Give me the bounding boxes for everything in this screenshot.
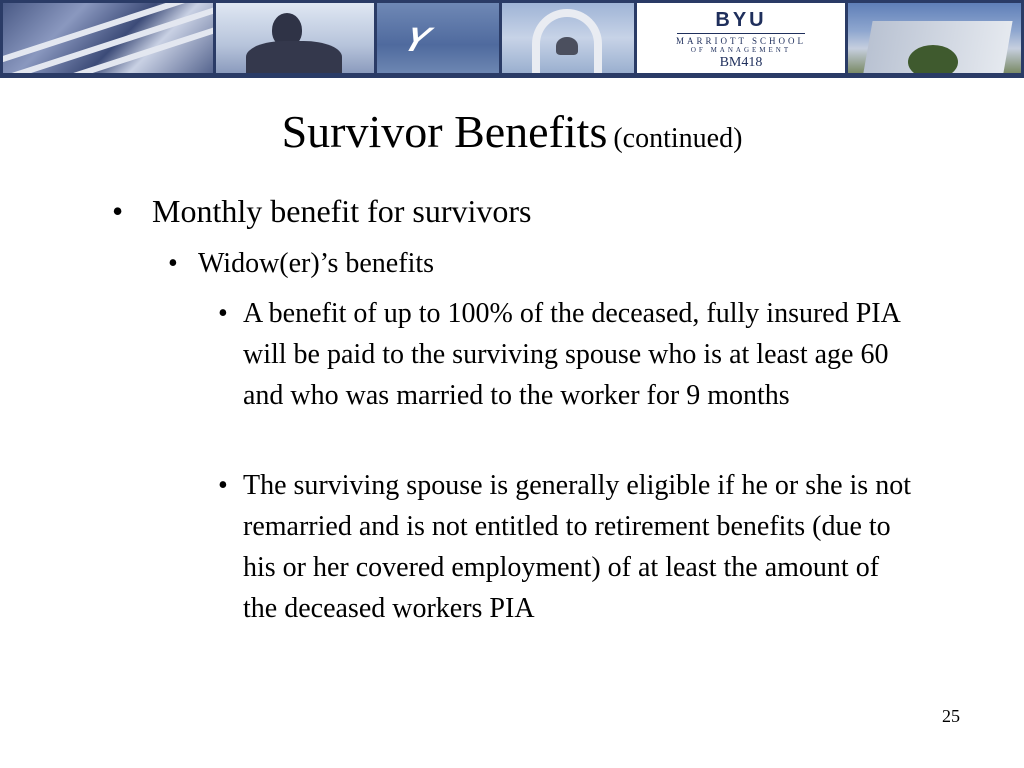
banner-photo-building <box>848 3 1021 73</box>
logo-school-line-2: OF MANAGEMENT <box>690 46 792 54</box>
bullet-text: Widow(er)’s benefits <box>198 248 435 279</box>
banner-photo-statue <box>216 3 374 73</box>
bell-icon <box>556 37 578 55</box>
header-banner <box>0 0 1024 78</box>
bullet-text: A benefit of up to 100% of the deceased, fully insured PIA will be paid to the surviving spouse who is at least age 60 and who was married to the worker for 9 months <box>243 298 900 411</box>
bullet-dot-icon: • <box>218 298 228 329</box>
banner-photo-bell-arch <box>502 3 634 73</box>
bullet-text: Monthly benefit for survivors <box>152 193 532 229</box>
banner-photo-y-mountain: Y <box>377 3 499 73</box>
slide-title-suffix: (continued) <box>613 123 743 154</box>
slide-title <box>0 104 1024 171</box>
bullet-level-3 <box>218 293 918 416</box>
bullet-level-1 <box>112 190 932 232</box>
bullet-dot-icon: • <box>168 248 178 279</box>
bullet-text: The surviving spouse is generally eligible if he or she is not remarried and is not entitled to retirement benefits (due to his or her covered employment) of at least the amount of the deceased workers PIA <box>243 470 911 624</box>
course-code: BM418 <box>719 55 763 70</box>
logo-school-line-1: MARRIOTT SCHOOL <box>675 36 807 46</box>
school-logo <box>637 3 845 73</box>
slide-title-main: Survivor Benefits <box>281 106 608 157</box>
banner-photo-architecture <box>3 3 213 73</box>
bullet-dot-icon: • <box>218 470 228 501</box>
bullet-level-3 <box>218 465 918 629</box>
page-number: 25 <box>942 706 960 726</box>
bullet-level-2 <box>168 245 928 283</box>
logo-byu-text: BYU <box>715 9 767 31</box>
bullet-dot-icon: • <box>112 193 124 229</box>
logo-divider <box>677 33 805 34</box>
